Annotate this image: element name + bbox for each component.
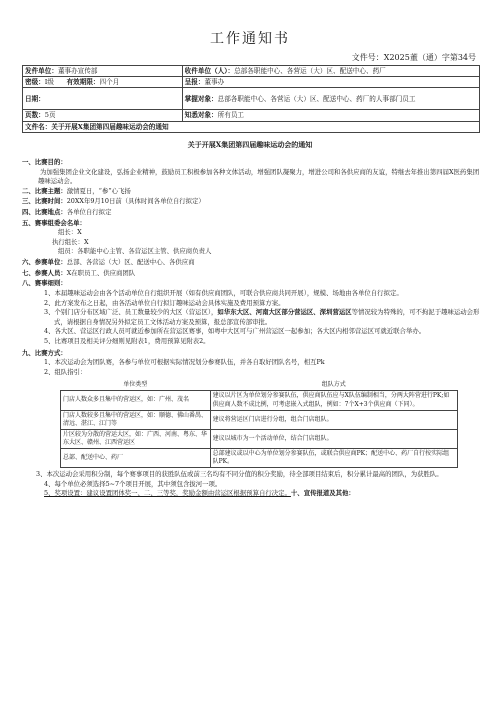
committee-leader: 组长：X — [58, 228, 82, 237]
document-title: 工作通知书 — [210, 31, 290, 47]
filename-value: 关于开展X集团第四届趣味运动会的通知 — [51, 122, 169, 131]
grouping-mode: 总部建议或以中心为单位划分参赛队伍，或联合供应商PK；配送中心、药厂自行按实际组队PK。 — [210, 448, 457, 467]
committee-members: 组员：各职能中心主管、各营运区主管、供应商负责人 — [58, 247, 212, 256]
receiver-label: 收件单位（人）： — [184, 67, 235, 75]
section-3-value: 20XX年9月10日前（具体时间各单位自行拟定） — [66, 197, 205, 206]
table-row — [61, 429, 458, 448]
section-1-text: 为加强集团企业文化建设，弘扬企业精神，鼓励员工积极参加各种文体活动，增强团队凝聚力，增进公司和各供应商的友谊，特继去年推出第四届X医药集团趣味运动会。 — [38, 167, 480, 186]
secret-value: I级 — [44, 78, 54, 87]
notice-subtitle: 关于开展X集团第四届趣味运动会的通知 — [187, 140, 313, 149]
validity-label: 有效期限： — [66, 78, 100, 87]
receiver-value: 总部各职能中心、各营运（大）区、配送中心、药厂 — [234, 67, 386, 75]
method-1: 1、本次运动会为团队赛，各参与单位可根据实际情况划分参赛队伍，并各自取好团队名号，相互Pk — [44, 358, 325, 367]
report-label: 呈报： — [184, 78, 205, 87]
table-row — [61, 448, 458, 467]
section-1-heading: 一、比赛目的： — [22, 158, 67, 166]
section-3-label: 三、比赛时间： — [22, 197, 67, 206]
validity-value: 四个月 — [99, 78, 120, 87]
section-4-label: 四、比赛地点： — [22, 208, 67, 217]
section-4-value: 各单位自行拟定 — [66, 208, 112, 217]
cc-value: 总部各职能中心、各营运（大）区、配送中心、药厂的人事部门员工 — [217, 94, 416, 103]
report-value: 董事办 — [204, 78, 225, 87]
grouping-unit: 总部、配送中心、药厂 — [61, 448, 211, 467]
filename-label: 文件名： — [25, 122, 52, 131]
grouping-mode: 建议以城市为一个活动单位，结合门店组队。 — [210, 429, 457, 448]
rule-2: 2、此方案发布之日起，由各活动单位自行拟订趣味运动会具体实施及费用预算方案。 — [44, 298, 285, 307]
method-3: 3、本次运动会采用积分制，每个赛事项目的获胜队伍或前三名均有不同分值的积分奖励，待全部项目结束后，积分累计最高的团队，为获胜队。 — [36, 470, 443, 479]
grouping-unit: 门店人数众多且集中的营运区，如：广州、茂名 — [61, 391, 211, 410]
notice-body — [22, 158, 480, 499]
section-7-label: 七、参赛人员： — [22, 268, 67, 277]
method-2: 2、组队指引： — [44, 367, 87, 376]
rule-4: 4、各大区、营运区行政人员可就近参加所在营运区赛事，如粤中大区可与广州营运区一起参加；各大区内相邻营运区可就近联合举办。 — [44, 327, 426, 336]
issuer-label: 发件单位： — [25, 67, 58, 75]
method-5 — [22, 489, 480, 499]
issuer-value: 董事办宣传部 — [57, 67, 98, 75]
method-4: 4、每个单位必须选择5~7个项目开展，其中须包含拔河一项。 — [44, 479, 222, 488]
grouping-mode: 建议以片区为单位划分参赛队伍，供应商队伍应与X队伍编制相当，分两大阵营进行PK;如供应商人数不成比例，可考虑嵌入式组队，例如：7个X+3个供应商（下同）。 — [210, 391, 457, 410]
section-7-value: X在职员工、供应商团队 — [66, 268, 136, 277]
section-10-heading: 十、宣传报道及其他： — [290, 489, 355, 498]
section-8-heading: 八、赛事细则： — [22, 279, 67, 288]
date-label: 日期： — [25, 94, 45, 103]
table-row — [61, 391, 458, 410]
header-info-table — [22, 65, 480, 133]
grouping-unit: 门店人数较多且集中的营运区，如：顺德、佛山番禺、清远、湛江、江门等 — [61, 410, 211, 429]
rule-3: 3、个别门店分布区域广泛、员工数量较少的大区（营运区），如华东大区、河南大区部分营运区、深圳营运区等情况较为特殊的，可不拘泥于趣味运动会形式，请根据自身情况另外拟定员工文体活动方案及预算，报总部宣传部审批。 — [44, 308, 480, 326]
know-label: 知悉对象： — [184, 111, 218, 120]
grouping-col-mode: 组队方式 — [321, 381, 346, 389]
pages-value: 5页 — [44, 111, 56, 120]
section-2-value: 激情夏日，“参”心飞扬 — [66, 186, 131, 195]
rule-1: 1、本届趣味运动会由各个活动单位自行组织开展（如有供应商团队，可联合供应商共同开展），规模、场地由各单位自行拟定。 — [44, 288, 403, 297]
method-5-text: 5、奖项设置：建议设置团体奖一、二、三等奖，奖励金额由营运区根据预算自行决定。 — [44, 489, 291, 498]
section-5-heading: 五、赛事组委会名单： — [22, 218, 86, 227]
section-2-label: 二、比赛主题： — [22, 186, 67, 195]
section-6-value: 总部、各营运（大）区、配送中心、各供应商 — [66, 258, 195, 267]
table-row — [61, 410, 458, 429]
grouping-table — [60, 379, 458, 468]
secret-label: 密级： — [25, 78, 45, 87]
section-9-heading: 九、比赛方式： — [22, 348, 67, 357]
pages-label: 页数： — [25, 111, 45, 120]
grouping-col-unit: 单位类型 — [123, 381, 148, 389]
cc-label: 掌握对象： — [184, 94, 218, 103]
document-number: 文件号：X2025董（通）字第34号 — [351, 53, 476, 62]
committee-exec: 执行组长：X — [52, 237, 89, 246]
section-6-label: 六、参赛单位： — [22, 258, 67, 267]
rule-5: 5、比赛项目及相关评分细则见附表1，费用预算见附表2。 — [44, 336, 210, 345]
grouping-unit: 片区较为分散的营运大区，如：广西、河南、粤东、华东大区、赣州、江西营运区 — [61, 429, 211, 448]
grouping-mode: 建议将营运区门店进行分组，组合门店组队。 — [210, 410, 457, 429]
know-value: 所有员工 — [217, 111, 245, 120]
